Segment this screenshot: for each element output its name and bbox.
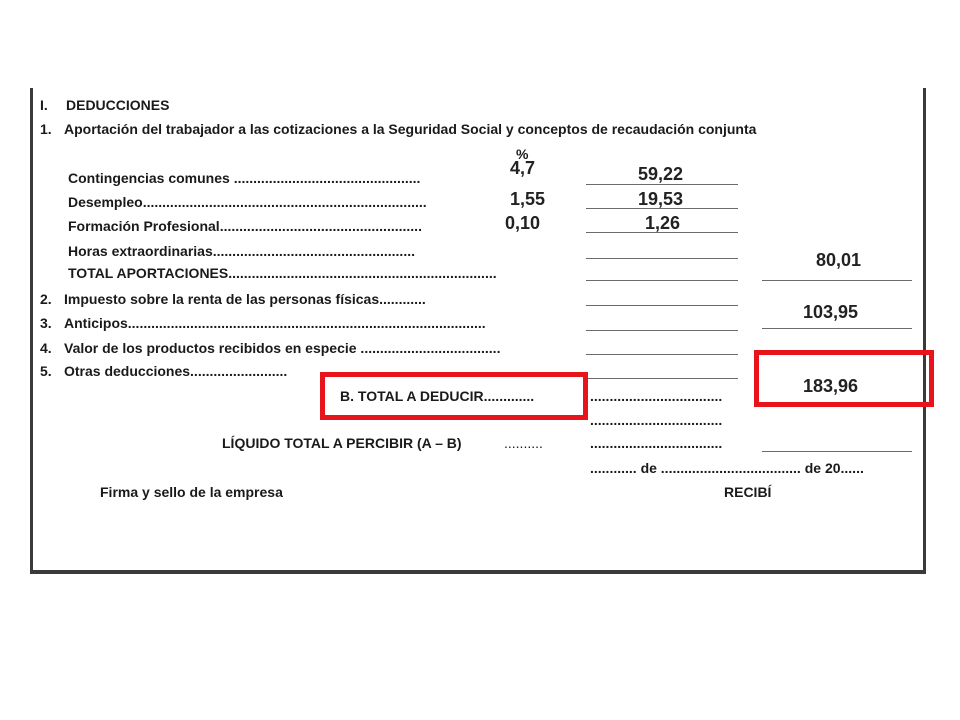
amount-line xyxy=(586,354,738,355)
pct-formacion: 0,10 xyxy=(505,213,541,233)
pct-desempleo: 1,55 xyxy=(510,189,546,209)
total-deducir-dots: .................................. xyxy=(590,388,723,404)
amount-line xyxy=(586,330,738,331)
label-total-deducir: B. TOTAL A DEDUCIR............. xyxy=(340,388,535,404)
total-line xyxy=(762,451,912,452)
item-4-text: Valor de los productos recibidos en especie .................................... xyxy=(64,340,501,356)
total-deducir-value: 183,96 xyxy=(803,376,859,396)
percent-header: % xyxy=(516,146,529,162)
pct-contingencias: 4,7 xyxy=(510,158,536,178)
liquido-dots-2: .................................. xyxy=(590,435,723,451)
label-liquido: LÍQUIDO TOTAL A PERCIBIR (A – B) xyxy=(222,435,462,451)
item-2-number: 2. xyxy=(40,291,52,307)
total-aportaciones-value: 80,01 xyxy=(816,250,862,270)
total-line xyxy=(762,328,912,329)
deducciones-form xyxy=(30,88,926,574)
item-4-number: 4. xyxy=(40,340,52,356)
item-3-text: Anticipos............................................................................................ xyxy=(64,315,486,331)
item-3-number: 3. xyxy=(40,315,52,331)
item-1-number: 1. xyxy=(40,121,52,137)
label-formacion: Formación Profesional.................................................... xyxy=(68,218,422,234)
extra-dots: .................................. xyxy=(590,412,723,428)
item-5-number: 5. xyxy=(40,363,52,379)
date-line: ............ de .................................... de 20...... xyxy=(590,460,864,476)
amount-line xyxy=(586,258,738,259)
amount-line xyxy=(586,305,738,306)
section-title: DEDUCCIONES xyxy=(66,97,170,113)
highlight-total-deducir-label xyxy=(320,372,588,420)
item-5-text: Otras deducciones......................... xyxy=(64,363,288,379)
amount-line xyxy=(586,378,738,379)
label-total-aportaciones: TOTAL APORTACIONES..................................................................... xyxy=(68,265,497,281)
item-2-text: Impuesto sobre la renta de las personas físicas............ xyxy=(64,291,426,307)
amt-formacion: 1,26 xyxy=(645,213,681,233)
amt-desempleo: 19,53 xyxy=(638,189,684,209)
highlight-total-deducir-value xyxy=(754,350,934,407)
label-horas: Horas extraordinarias.................................................... xyxy=(68,243,415,259)
label-desempleo: Desempleo......................................................................... xyxy=(68,194,427,210)
liquido-dots: .......... xyxy=(504,435,543,451)
amount-line xyxy=(586,280,738,281)
total-line xyxy=(762,280,912,281)
irpf-value: 103,95 xyxy=(803,302,859,322)
section-number: I. xyxy=(40,97,48,113)
recibi-label: RECIBÍ xyxy=(724,484,772,500)
firma-label: Firma y sello de la empresa xyxy=(100,484,283,500)
label-contingencias: Contingencias comunes ................................................ xyxy=(68,170,421,186)
item-1-text: Aportación del trabajador a las cotizaciones a la Seguridad Social y conceptos de recaudación conjunta xyxy=(64,121,757,137)
amt-contingencias: 59,22 xyxy=(638,164,684,184)
